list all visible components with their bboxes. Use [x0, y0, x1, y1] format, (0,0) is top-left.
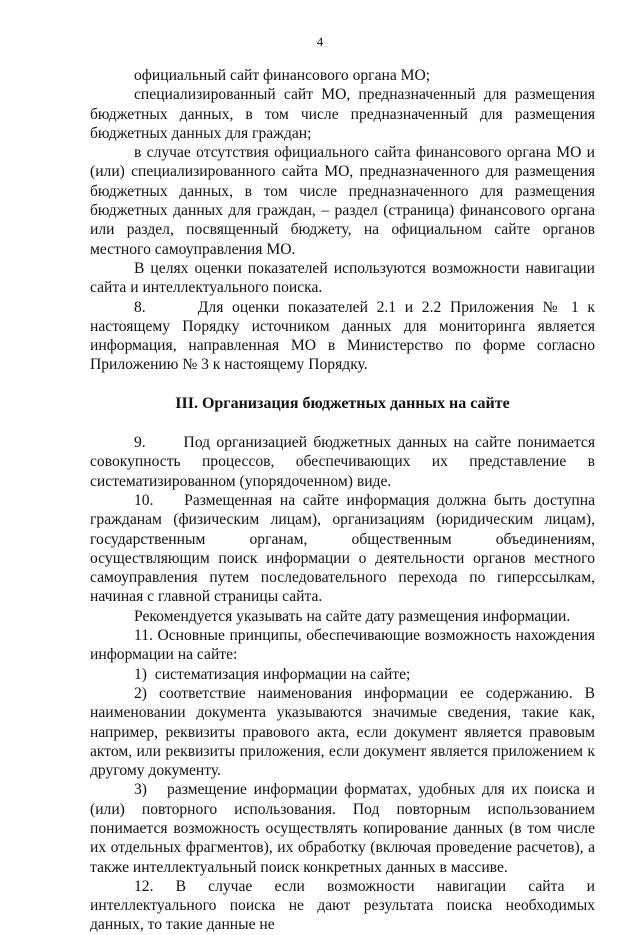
list-item-2: 2) соответствие наименования информации ее содержанию. В наименовании документа указываются значимые сведения, такие как, например, реквизиты правового акта, если документ является правовым актом, или реквизиты приложения, если документ является приложением к другому документу.: [90, 684, 595, 780]
page-number: 4: [316, 34, 324, 49]
paragraph-12: 12. В случае если возможности навигации сайта и интеллектуального поиска не дают результата поиска необходимых данных, то такие данные не: [90, 877, 595, 934]
paragraph-8: 8. Для оценки показателей 2.1 и 2.2 Приложения № 1 к настоящему Порядку источником данных для мониторинга является информация, направленная МО в Министерство по форме согласно Приложению № 3 к настоящему Порядку.: [90, 298, 599, 374]
paragraph-9: 9. Под организацией бюджетных данных на сайте понимается совокупность процессов, обеспечивающих их представление в систематизированном (упорядоченном) виде.: [90, 434, 599, 490]
paragraph: специализированный сайт МО, предназначенный для размещения бюджетных данных, в том числе предназначенный для размещения бюджетных данных для граждан;: [90, 86, 595, 142]
list-item-1: 1) систематизация информации на сайте;: [134, 665, 411, 683]
list-item-3: 3) размещение информации форматах, удобных для их поиска и (или) повторного использования. Под повторным использованием понимается возможность осуществлять копирование данных (в том числе их отдельных фрагментов), их обработку (включая проведение расчетов), а также интеллектуальный поиск конкретных данных в массиве.: [90, 781, 599, 876]
paragraph: официальный сайт финансового органа МО;: [134, 67, 431, 84]
paragraph: Рекомендуется указывать на сайте дату размещения информации.: [134, 607, 571, 625]
paragraph: в случае отсутствия официального сайта финансового органа МО и (или) специализированного сайта МО, предназначенного для размещения бюджетных данных, в том числе предназначенного для размещения бюджетных данных для граждан, – раздел (страница) финансового органа или раздел, посвященный бюджету, на официальном сайте органов местного самоуправления МО.: [90, 144, 595, 258]
section-heading: III. Организация бюджетных данных на сайте: [175, 394, 510, 412]
document-body: [90, 66, 599, 935]
paragraph-10: 10. Размещенная на сайте информация должна быть доступна гражданам (физическим лицам), организациям (юридическим лицам), государственным органам, общественным объединениям, осуществляющим поиск информации о деятельности органов местного самоуправления путем последовательного перехода по гиперссылкам, начиная с главной страницы сайта.: [90, 491, 599, 606]
paragraph-11: 11. Основные принципы, обеспечивающие возможность нахождения информации на сайте:: [90, 627, 595, 664]
paragraph: В целях оценки показателей используются возможности навигации сайта и интеллектуального поиска.: [90, 259, 595, 297]
